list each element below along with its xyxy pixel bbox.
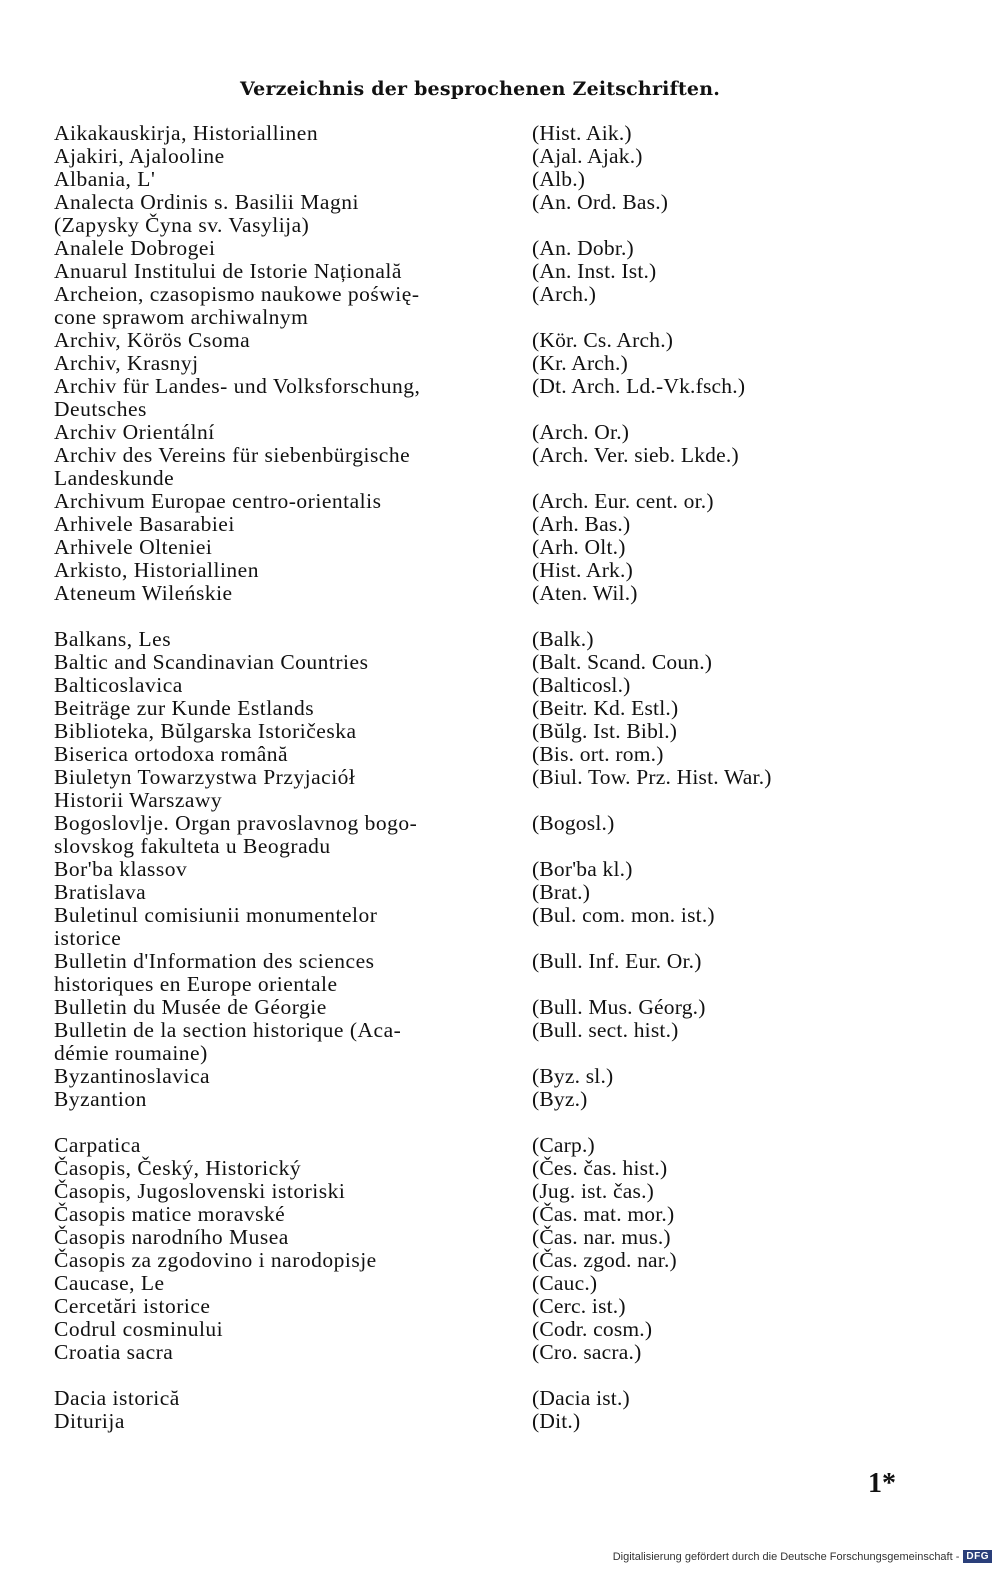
list-item	[54, 1226, 954, 1249]
list-item	[54, 1134, 954, 1157]
journal-name: Albania, L'	[54, 167, 156, 191]
journal-abbreviation: (Čas. zgod. nar.)	[532, 1248, 677, 1272]
journal-name: Časopis, Jugoslovenski istoriski	[54, 1179, 346, 1203]
list-item	[54, 191, 954, 237]
journal-abbreviation: (Balk.)	[532, 627, 594, 651]
journal-name: Arkisto, Historiallinen	[54, 558, 259, 582]
journal-name: Ajakiri, Ajalooline	[54, 144, 225, 168]
list-item	[54, 444, 954, 490]
journal-abbreviation: (Alb.)	[532, 167, 586, 191]
list-item	[54, 1387, 954, 1410]
list-item	[54, 720, 954, 743]
list-item	[54, 1249, 954, 1272]
journal-abbreviation: (Arch. Ver. sieb. Lkde.)	[532, 443, 739, 467]
list-item	[54, 559, 954, 582]
journal-name: Arhivele Basarabiei	[54, 512, 235, 536]
journal-name: Archiv des Vereins für siebenbürgische Landeskunde	[54, 443, 411, 490]
list-item	[54, 674, 954, 697]
journal-name: Bulletin d'Information des sciences historiques en Europe orientale	[54, 949, 375, 996]
journal-name: Diturija	[54, 1409, 125, 1433]
list-item	[54, 145, 954, 168]
list-item	[54, 329, 954, 352]
journal-name: Caucase, Le	[54, 1271, 165, 1295]
list-item	[54, 1295, 954, 1318]
journal-name: Archeion, czasopismo naukowe poświę- cone sprawom archiwalnym	[54, 282, 420, 329]
journal-abbreviation: (Arh. Bas.)	[532, 512, 631, 536]
list-item	[54, 421, 954, 444]
journal-abbreviation: (Aten. Wil.)	[532, 581, 638, 605]
journal-abbreviation: (Brat.)	[532, 880, 591, 904]
journal-abbreviation: (Byz.)	[532, 1087, 588, 1111]
journal-name: Časopis matice moravské	[54, 1202, 286, 1226]
journal-abbreviation: (Arch. Eur. cent. or.)	[532, 489, 714, 513]
journal-name: Bulletin du Musée de Géorgie	[54, 995, 327, 1019]
letter-group-d	[54, 1387, 954, 1433]
list-item	[54, 536, 954, 559]
list-item	[54, 950, 954, 996]
journal-name: Biserica ortodoxa română	[54, 742, 289, 766]
list-item	[54, 1065, 954, 1088]
journal-abbreviation: (Codr. cosm.)	[532, 1317, 653, 1341]
list-item	[54, 1157, 954, 1180]
journal-abbreviation: (Cerc. ist.)	[532, 1294, 626, 1318]
list-item	[54, 1410, 954, 1433]
list-item	[54, 1088, 954, 1111]
journal-abbreviation: (Dt. Arch. Ld.-Vk.fsch.)	[532, 374, 746, 398]
journal-abbreviation: (Bŭlg. Ist. Bibl.)	[532, 719, 678, 743]
list-item	[54, 743, 954, 766]
journal-abbreviation: (Bull. Inf. Eur. Or.)	[532, 949, 702, 973]
journal-abbreviation: (Arch. Or.)	[532, 420, 630, 444]
list-item	[54, 122, 954, 145]
journal-name: Archiv für Landes- und Volksforschung, Deutsches	[54, 374, 421, 421]
journal-name: Bratislava	[54, 880, 147, 904]
journal-name: Archivum Europae centro-orientalis	[54, 489, 382, 513]
journal-name: Analecta Ordinis s. Basilii Magni (Zapysky Čyna sv. Vasylija)	[54, 190, 359, 237]
journal-name: Arhivele Olteniei	[54, 535, 213, 559]
journal-name: Časopis za zgodovino i narodopisje	[54, 1248, 377, 1272]
journal-name: Biuletyn Towarzystwa Przyjaciół Historii Warszawy	[54, 765, 356, 812]
list-item	[54, 1272, 954, 1295]
journal-abbreviation: (Byz. sl.)	[532, 1064, 614, 1088]
journal-abbreviation: (Arh. Olt.)	[532, 535, 626, 559]
journal-abbreviation: (Dit.)	[532, 1409, 581, 1433]
list-item	[54, 766, 954, 812]
journal-abbreviation: (Bis. ort. rom.)	[532, 742, 664, 766]
journal-name: Archiv, Krasnyj	[54, 351, 199, 375]
list-item	[54, 168, 954, 191]
journal-abbreviation: (Ajal. Ajak.)	[532, 144, 643, 168]
journal-abbreviation: (Bul. com. mon. ist.)	[532, 903, 715, 927]
journal-name: Baltic and Scandinavian Countries	[54, 650, 369, 674]
journal-abbreviation: (Cauc.)	[532, 1271, 598, 1295]
list-item	[54, 1019, 954, 1065]
journal-abbreviation: (Carp.)	[532, 1133, 595, 1157]
journal-name: Beiträge zur Kunde Estlands	[54, 696, 315, 720]
journal-list	[54, 122, 954, 1456]
list-item	[54, 352, 954, 375]
letter-group-a	[54, 122, 954, 605]
list-item	[54, 996, 954, 1019]
journal-abbreviation: (Hist. Ark.)	[532, 558, 633, 582]
journal-name: Croatia sacra	[54, 1340, 174, 1364]
journal-name: Biblioteka, Bŭlgarska Istoričeska	[54, 719, 357, 743]
journal-name: Ateneum Wileńskie	[54, 581, 233, 605]
journal-abbreviation: (Jug. ist. čas.)	[532, 1179, 655, 1203]
journal-name: Archiv Orientální	[54, 420, 215, 444]
journal-abbreviation: (Kör. Cs. Arch.)	[532, 328, 674, 352]
journal-name: Bor'ba klassov	[54, 857, 188, 881]
list-item	[54, 881, 954, 904]
page-number: 1*	[868, 1468, 896, 1499]
journal-name: Časopis, Český, Historický	[54, 1156, 302, 1180]
list-item	[54, 697, 954, 720]
letter-group-c	[54, 1134, 954, 1364]
journal-abbreviation: (Kr. Arch.)	[532, 351, 628, 375]
list-item	[54, 237, 954, 260]
journal-abbreviation: (Čes. čas. hist.)	[532, 1156, 668, 1180]
journal-abbreviation: (An. Ord. Bas.)	[532, 190, 669, 214]
list-item	[54, 904, 954, 950]
journal-name: Codrul cosminului	[54, 1317, 224, 1341]
journal-name: Balkans, Les	[54, 627, 172, 651]
journal-name: Bogoslovlje. Organ pravoslavnog bogo- slovskog fakulteta u Beogradu	[54, 811, 418, 858]
list-item	[54, 1203, 954, 1226]
journal-abbreviation: (Čas. mat. mor.)	[532, 1202, 675, 1226]
journal-abbreviation: (Balticosl.)	[532, 673, 631, 697]
journal-name: Carpatica	[54, 1133, 141, 1157]
list-item	[54, 1180, 954, 1203]
page-title: Verzeichnis der besprochenen Zeitschriften.	[239, 78, 721, 100]
journal-abbreviation: (Biul. Tow. Prz. Hist. War.)	[532, 765, 772, 789]
journal-abbreviation: (An. Dobr.)	[532, 236, 634, 260]
journal-abbreviation: (Bogosl.)	[532, 811, 615, 835]
journal-abbreviation: (Hist. Aik.)	[532, 121, 632, 145]
list-item	[54, 283, 954, 329]
list-item	[54, 628, 954, 651]
journal-name: Bulletin de la section historique (Aca- démie roumaine)	[54, 1018, 402, 1065]
journal-abbreviation: (Cro. sacra.)	[532, 1340, 642, 1364]
list-item	[54, 260, 954, 283]
journal-name: Byzantion	[54, 1087, 147, 1111]
journal-abbreviation: (Bor'ba kl.)	[532, 857, 633, 881]
journal-name: Buletinul comisiunii monumentelor istorice	[54, 903, 378, 950]
journal-name: Byzantinoslavica	[54, 1064, 211, 1088]
journal-abbreviation: (An. Inst. Ist.)	[532, 259, 657, 283]
footer	[613, 1550, 992, 1563]
list-item	[54, 858, 954, 881]
list-item	[54, 1341, 954, 1364]
journal-name: Archiv, Körös Csoma	[54, 328, 251, 352]
list-item	[54, 582, 954, 605]
journal-name: Aikakauskirja, Historiallinen	[54, 121, 319, 145]
dfg-logo: DFG	[963, 1550, 992, 1563]
journal-abbreviation: (Beitr. Kd. Estl.)	[532, 696, 679, 720]
journal-abbreviation: (Čas. nar. mus.)	[532, 1225, 671, 1249]
journal-abbreviation: (Arch.)	[532, 282, 597, 306]
letter-group-b	[54, 628, 954, 1111]
list-item	[54, 375, 954, 421]
journal-name: Analele Dobrogei	[54, 236, 216, 260]
list-item	[54, 651, 954, 674]
journal-abbreviation: (Bull. sect. hist.)	[532, 1018, 679, 1042]
journal-name: Časopis narodního Musea	[54, 1225, 289, 1249]
journal-abbreviation: (Bull. Mus. Géorg.)	[532, 995, 706, 1019]
journal-name: Cercetări istorice	[54, 1294, 211, 1318]
list-item	[54, 812, 954, 858]
journal-name: Balticoslavica	[54, 673, 183, 697]
journal-abbreviation: (Dacia ist.)	[532, 1386, 630, 1410]
list-item	[54, 490, 954, 513]
footer-text: Digitalisierung gefördert durch die Deutsche Forschungsgemeinschaft -	[612, 1550, 960, 1563]
list-item	[54, 513, 954, 536]
journal-name: Anuarul Institului de Istorie Națională	[54, 259, 402, 283]
journal-name: Dacia istorică	[54, 1386, 180, 1410]
journal-abbreviation: (Balt. Scand. Coun.)	[532, 650, 713, 674]
list-item	[54, 1318, 954, 1341]
